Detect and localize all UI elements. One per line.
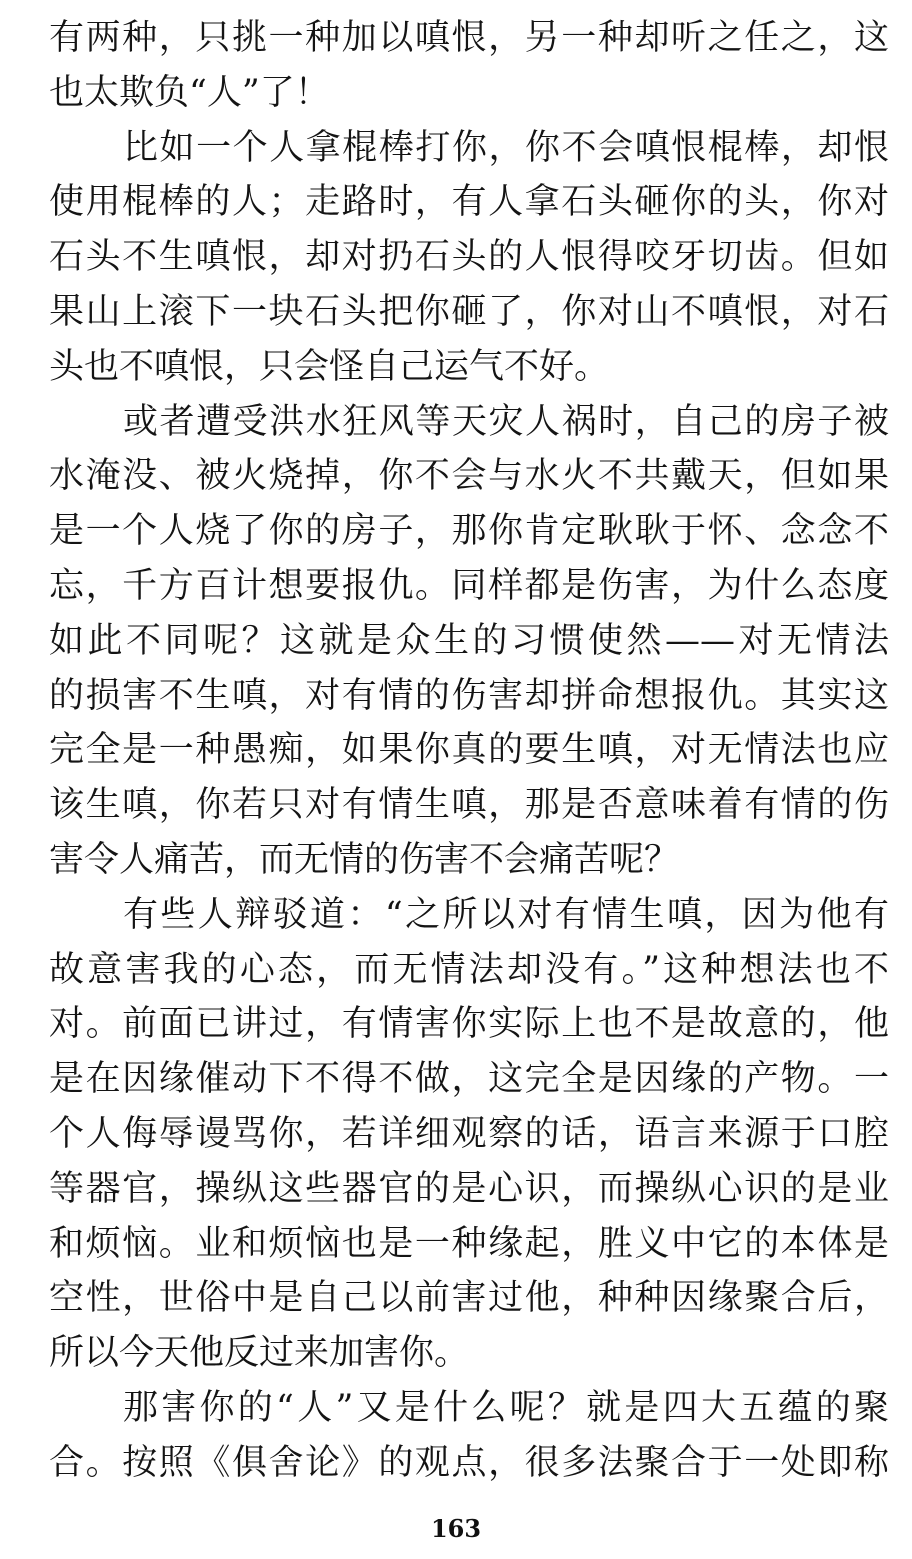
- paragraph-first-line: 有些人辩驳道：“之所以对有情生嗔，因为他有: [123, 894, 889, 935]
- text-line: 有两种，只挑一种加以嗔恨，另一种却听之任之，这: [49, 18, 889, 58]
- text-line: 水淹没、被火烧掉，你不会与水火不共戴天，但如果: [49, 456, 889, 497]
- text-line: 的损害不生嗔，对有情的伤害却拼命想报仇。其实这: [49, 675, 889, 716]
- text-line: 和烦恼。业和烦恼也是一种缘起，胜义中它的本体是: [49, 1223, 889, 1264]
- paragraph-first-line: 比如一个人拿棍棒打你，你不会嗔恨棍棒，却恨: [123, 127, 889, 168]
- paragraph-first-line: 或者遭受洪水狂风等天灾人祸时，自己的房子被: [123, 401, 889, 442]
- text-line: 石头不生嗔恨，却对扔石头的人恨得咬牙切齿。但如: [49, 237, 889, 278]
- body-text: [49, 11, 889, 1491]
- text-line: 使用棍棒的人；走路时，有人拿石头砸你的头，你对: [49, 182, 889, 223]
- text-line: 等器官，操纵这些器官的是心识，而操纵心识的是业: [49, 1168, 889, 1209]
- text-line: 该生嗔，你若只对有情生嗔，那是否意味着有情的伤: [49, 785, 889, 826]
- text-line: 是在因缘催动下不得不做，这完全是因缘的产物。一: [49, 1059, 889, 1100]
- text-line: 所以今天他反过来加害你。: [49, 1333, 470, 1374]
- text-line: 完全是一种愚痴，如果你真的要生嗔，对无情法也应: [49, 730, 889, 771]
- text-line: 头也不嗔恨，只会怪自己运气不好。: [49, 346, 610, 387]
- text-line: 空性，世俗中是自己以前害过他，种种因缘聚合后，: [49, 1278, 889, 1319]
- text-line: 也太欺负“人”了！: [49, 72, 330, 113]
- text-line: 如此不同呢？这就是众生的习惯使然——对无情法: [49, 620, 889, 661]
- text-line: 对。前面已讲过，有情害你实际上也不是故意的，他: [49, 1004, 889, 1045]
- text-line: 害令人痛苦，而无情的伤害不会痛苦呢？: [49, 839, 680, 880]
- page-number: 163: [430, 1514, 482, 1543]
- text-line: 故意害我的心态，而无情法却没有。”这种想法也不: [49, 949, 889, 990]
- text-line: 果山上滚下一块石头把你砸了，你对山不嗔恨，对石: [49, 291, 889, 332]
- paragraph-first-line: 那害你的“人”又是什么呢？就是四大五蕴的聚: [123, 1387, 889, 1428]
- text-line: 个人侮辱谩骂你，若详细观察的话，语言来源于口腔: [49, 1113, 889, 1154]
- text-line: 忘，千方百计想要报仇。同样都是伤害，为什么态度: [49, 565, 889, 606]
- text-line: 合。按照《俱舍论》的观点，很多法聚合于一处即称: [49, 1442, 889, 1483]
- text-line: 是一个人烧了你的房子，那你肯定耿耿于怀、念念不: [49, 511, 889, 552]
